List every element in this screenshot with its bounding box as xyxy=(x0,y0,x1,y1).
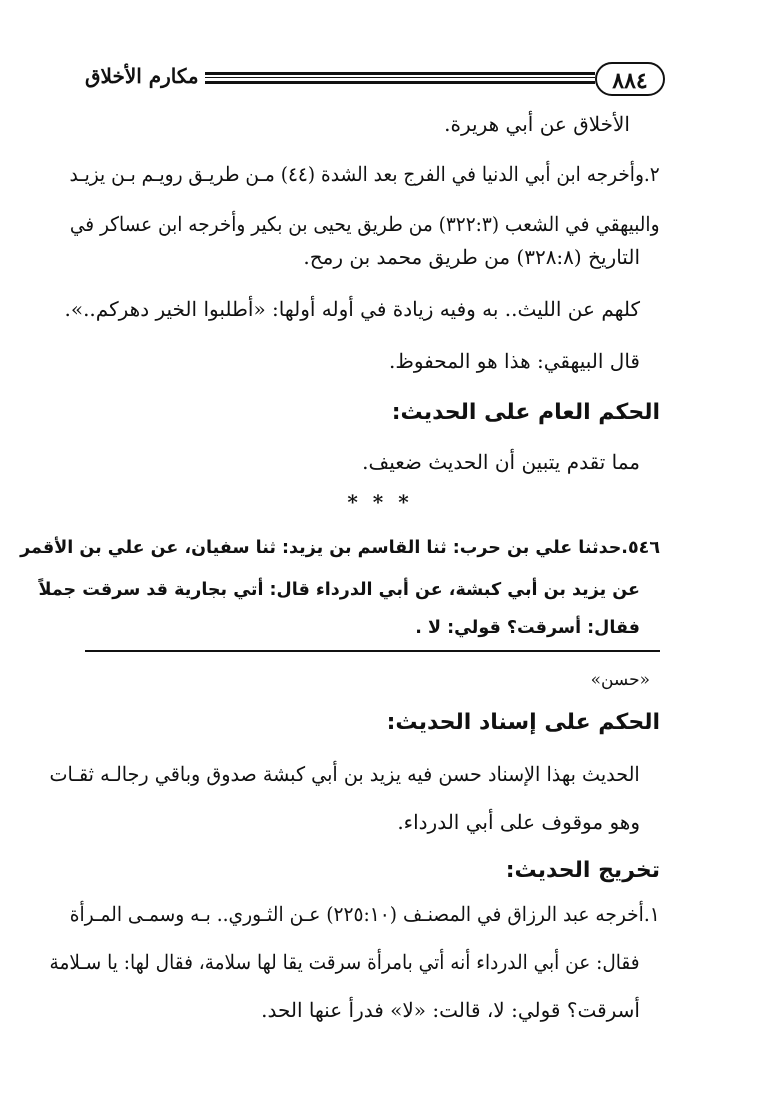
section-separator: * * * xyxy=(347,490,413,514)
text-line: أسرقت؟ قولي: لا، قالت: «لا» فدرأ عنها الحد. xyxy=(261,998,640,1022)
text-line: الحديث بهذا الإسناد حسن فيه يزيد بن أبي كبشة صدوق وباقي رجالـه ثقـات xyxy=(49,762,640,786)
text-line: مما تقدم يتبين أن الحديث ضعيف. xyxy=(362,450,640,474)
section-heading: الحكم على إسناد الحديث: xyxy=(386,710,660,735)
section-heading: الحكم العام على الحديث: xyxy=(391,400,660,425)
hadith-text-line: ٥٤٦.حدثنا علي بن حرب: ثنا القاسم بن يزيد: ثنا سفيان، عن علي بن الأقمر xyxy=(20,538,660,558)
hadith-grade: «حسن» xyxy=(590,670,650,690)
header-rule xyxy=(205,72,595,84)
text-line: التاريخ (٣٢٨:٨) من طريق محمد بن رمح. xyxy=(303,245,640,269)
text-line: وهو موقوف على أبي الدرداء. xyxy=(397,810,640,834)
text-line: ٢.وأخرجه ابن أبي الدنيا في الفرج بعد الشدة (٤٤) مـن طريـق رويـم بـن يزيـد xyxy=(69,162,660,186)
text-line: كلهم عن الليث.. به وفيه زيادة في أوله أولها: «أطلبوا الخير دهركم..». xyxy=(64,297,640,321)
text-line: والبيهقي في الشعب (٣٢٢:٣) من طريق يحيى بن بكير وأخرجه ابن عساكر في xyxy=(70,212,660,236)
book-title: مكارم الأخلاق xyxy=(85,64,199,88)
divider xyxy=(85,650,660,652)
page-header xyxy=(85,62,665,98)
text-line: قال البيهقي: هذا هو المحفوظ. xyxy=(389,349,640,373)
text-line: الأخلاق عن أبي هريرة. xyxy=(444,112,630,136)
hadith-text-line: عن يزيد بن أبي كبشة، عن أبي الدرداء قال: أتي بجارية قد سرقت جملاً xyxy=(38,580,640,600)
text-line: ١.أخرجه عبد الرزاق في المصنـف (٢٢٥:١٠) عـن الثـوري.. بـه وسمـى المـرأة xyxy=(69,902,660,926)
hadith-text-line: فقال: أسرقت؟ قولي: لا . xyxy=(415,618,640,638)
section-heading: تخريج الحديث: xyxy=(505,858,660,883)
page-number: ٨٨٤ xyxy=(595,62,665,96)
text-line: فقال: عن أبي الدرداء أنه أتي بامرأة سرقت يقا لها سلامة، فقال لها: يا سـلامة xyxy=(49,950,640,974)
